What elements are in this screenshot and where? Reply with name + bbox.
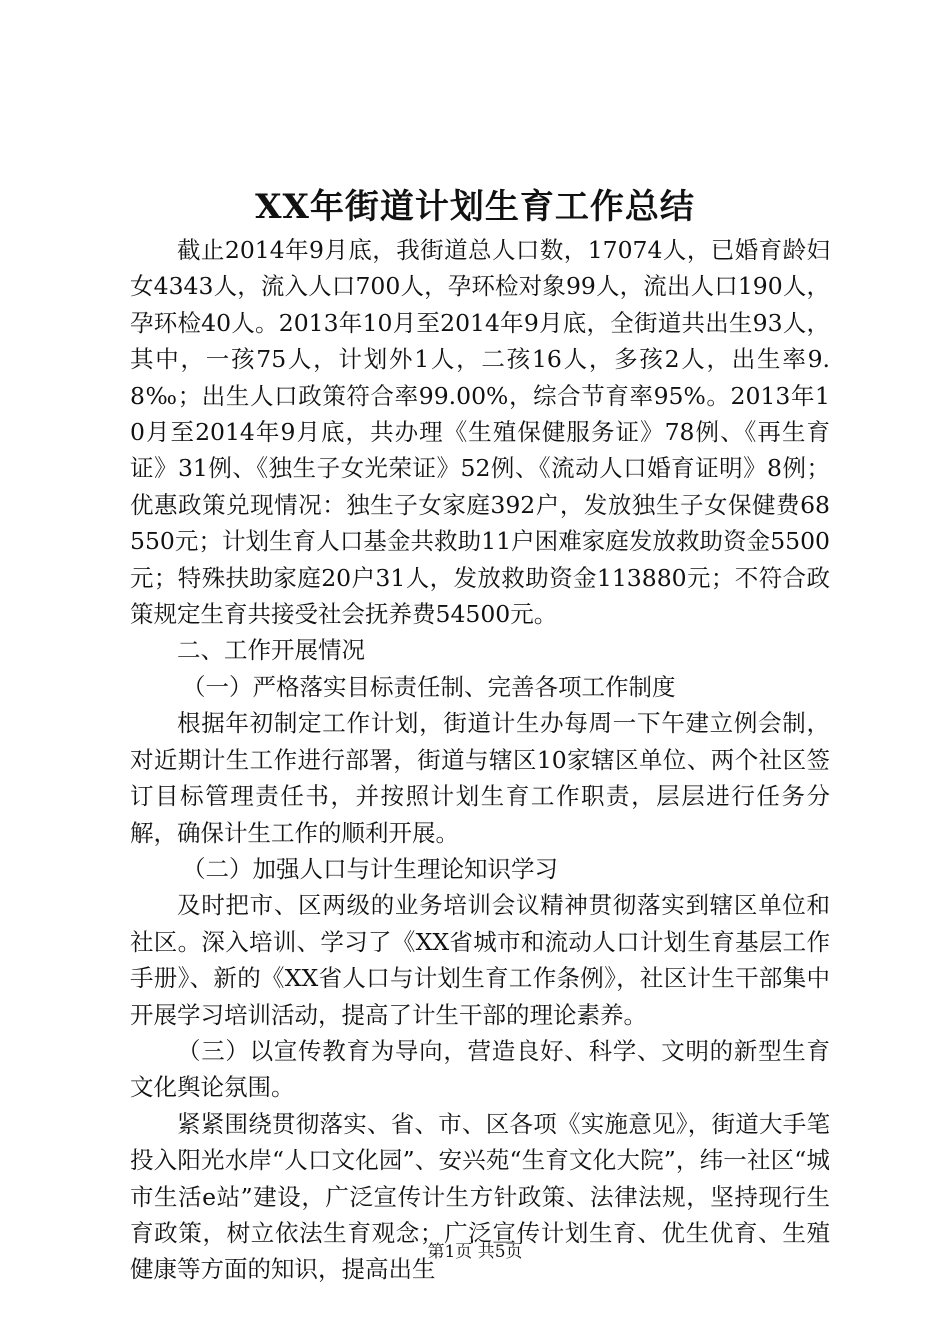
section-heading-work-progress: 二、工作开展情况	[177, 636, 365, 665]
document-body	[130, 232, 830, 1288]
subsection-heading-2: （二）加强人口与计生理论知识学习	[182, 854, 558, 883]
paragraph-target-responsibility: 根据年初制定工作计划，街道计生办每周一下午建立例会制，对近期计生工作进行部署，街道与辖区10家辖区单位、两个社区签订目标管理责任书，并按照计划生育工作职责，层层进行任务分解，确保计生工作的顺利开展。	[130, 709, 830, 847]
paragraph-publicity-education: 紧紧围绕贯彻落实、省、市、区各项《实施意见》，街道大手笔投入阳光水岸“人口文化园”、安兴苑“生育文化大院”，纬一社区“城市生活e站”建设，广泛宣传计生方针政策、法律法规，坚持现行生育政策，树立依法生育观念；广泛宣传计划生育、优生优育、生殖健康等方面的知识，提高出生	[130, 1109, 830, 1284]
paragraph-theory-study: 及时把市、区两级的业务培训会议精神贯彻落实到辖区单位和社区。深入培训、学习了《XX省城市和流动人口计划生育基层工作手册》、新的《XX省人口与计划生育工作条例》，社区计生干部集中开展学习培训活动，提高了计生干部的理论素养。	[130, 891, 830, 1029]
subsection-heading-1: （一）严格落实目标责任制、完善各项工作制度	[182, 672, 676, 701]
paragraph-statistics: 截止2014年9月底，我街道总人口数，17074人，已婚育龄妇女4343人，流入人口700人，孕环检对象99人，流出人口190人，孕环检40人。2013年10月至2014年9月底，全街道共出生93人，其中，一孩75人，计划外1人，二孩16人，多孩2人，出生率9.8‰；出生人口政策符合率99.00%，综合节育率95%。2013年10月至2014年9月底，共办理《生殖保健服务证》78例、《再生育证》31例、《独生子女光荣证》52例、《流动人口婚育证明》8例；优惠政策兑现情况：独生子女家庭392户，发放独生子女保健费68550元；计划生育人口基金共救助11户困难家庭发放救助资金5500元；特殊扶助家庭20户31人，发放救助资金113880元；不符合政策规定生育共接受社会抚养费54500元。	[130, 236, 830, 629]
page-footer: 第1页 共5页	[427, 1242, 523, 1262]
subsection-heading-3: （三）以宣传教育为导向，营造良好、科学、文明的新型生育文化舆论氛围。	[130, 1036, 830, 1102]
document-title: XX年街道计划生育工作总结	[255, 187, 695, 227]
